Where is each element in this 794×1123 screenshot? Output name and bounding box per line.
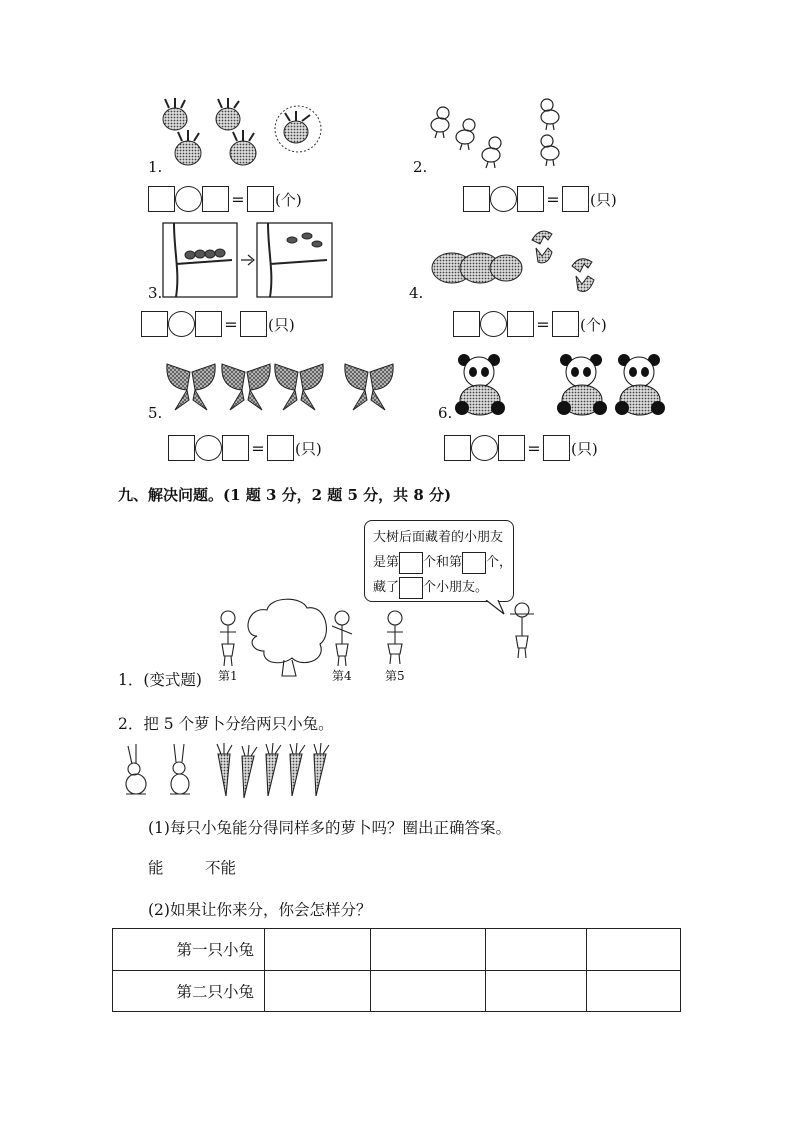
answer-box[interactable]: [552, 311, 579, 337]
table-cell[interactable]: [265, 970, 371, 1012]
problem-number: 2.: [413, 158, 428, 176]
chick-icon: [541, 99, 559, 130]
radish-icon: [175, 130, 201, 165]
child-icon: [220, 611, 236, 666]
child-icon: [510, 603, 534, 658]
option-no[interactable]: 不能: [205, 859, 237, 877]
butterfly-illustration: [165, 360, 395, 416]
eggs-illustration: [430, 226, 620, 298]
rabbits-carrots-illustration: [118, 742, 333, 800]
question-2-label: 2．把 5 个萝卜分给两只小兔。: [118, 715, 334, 733]
answer-box[interactable]: [507, 311, 534, 337]
table-cell[interactable]: [486, 929, 587, 971]
panda-icon: [455, 354, 505, 415]
radish-illustration: [155, 95, 325, 180]
unit-label: (个): [580, 315, 607, 334]
bubble-line: 是第 个和第 个，: [373, 550, 513, 575]
table-row: [113, 970, 681, 1012]
table-row: [113, 929, 681, 971]
operator-circle[interactable]: [471, 435, 498, 461]
sub-question-1: (1)每只小兔能分得同样多的萝卜吗？圈出正确答案。: [148, 819, 511, 837]
panda-icon: [615, 354, 665, 415]
equation-row: [141, 311, 295, 337]
position-label: 第1: [218, 669, 238, 683]
equation-row: [148, 186, 302, 212]
answer-box[interactable]: [517, 186, 544, 212]
cracked-egg-icon: [532, 231, 552, 263]
rabbit-icon: [126, 744, 146, 794]
table-cell[interactable]: [587, 970, 681, 1012]
answer-box[interactable]: [267, 435, 294, 461]
row-label: 第一只小兔: [113, 929, 265, 971]
answer-box[interactable]: [462, 552, 486, 574]
equals-sign: =: [224, 314, 238, 334]
egg-icon: [490, 255, 522, 281]
answer-box[interactable]: [498, 435, 525, 461]
child-icon: [387, 611, 403, 664]
carrot-icon: [266, 743, 281, 796]
radish-icon: [230, 130, 256, 165]
answer-box[interactable]: [148, 186, 175, 212]
equation-row: [168, 435, 322, 461]
equals-sign: =: [546, 189, 560, 209]
problem-number: 3.: [148, 284, 163, 302]
answer-table: [112, 928, 681, 1012]
equation-row: [444, 435, 598, 461]
children-tree-illustration: [212, 596, 552, 686]
option-yes[interactable]: 能: [148, 859, 164, 877]
butterfly-icon: [222, 364, 270, 410]
equation-row: [453, 311, 607, 337]
table-cell[interactable]: [265, 929, 371, 971]
equals-sign: =: [251, 438, 265, 458]
chick-illustration: [425, 95, 575, 175]
answer-box[interactable]: [222, 435, 249, 461]
answer-box[interactable]: [247, 186, 274, 212]
equals-sign: =: [231, 189, 245, 209]
butterfly-icon: [345, 364, 393, 410]
carrot-icon: [217, 743, 232, 796]
equation-row: [463, 186, 617, 212]
problem-number: 4.: [409, 284, 424, 302]
rabbit-icon: [170, 744, 190, 794]
answer-box[interactable]: [543, 435, 570, 461]
unit-label: (只): [571, 439, 598, 458]
panda-icon: [557, 354, 607, 415]
answer-box[interactable]: [195, 311, 222, 337]
chick-icon: [431, 107, 449, 138]
chick-icon: [456, 119, 475, 150]
problem-number: 1.: [148, 158, 163, 176]
radish-icon: [216, 98, 240, 130]
panda-illustration: [452, 352, 672, 418]
bubble-line: 大树后面藏着的小朋友: [373, 530, 504, 545]
operator-circle[interactable]: [490, 186, 517, 212]
butterfly-icon: [275, 364, 323, 410]
operator-circle[interactable]: [168, 311, 195, 337]
position-label: 第4: [332, 669, 352, 683]
answer-box[interactable]: [240, 311, 267, 337]
sub-question-2: (2)如果让你来分，你会怎样分？: [148, 901, 372, 919]
tree-icon: [248, 599, 326, 676]
row-label: 第二只小兔: [113, 970, 265, 1012]
speech-bubble: [364, 520, 514, 602]
table-cell[interactable]: [371, 929, 486, 971]
answer-box[interactable]: [168, 435, 195, 461]
unit-label: (只): [590, 190, 617, 209]
unit-label: (个): [275, 190, 302, 209]
answer-box[interactable]: [202, 186, 229, 212]
chick-icon: [541, 135, 559, 166]
equals-sign: =: [527, 438, 541, 458]
position-label: 第5: [385, 669, 405, 683]
chick-icon: [482, 137, 501, 168]
child-icon: [332, 611, 352, 666]
carrot-icon: [290, 743, 305, 796]
butterfly-icon: [167, 364, 215, 410]
radish-icon: [284, 111, 310, 143]
answer-box[interactable]: [453, 311, 480, 337]
answer-box[interactable]: [399, 552, 423, 574]
radish-icon: [163, 98, 187, 130]
problem-number: 5.: [148, 404, 163, 422]
table-cell[interactable]: [371, 970, 486, 1012]
operator-circle[interactable]: [175, 186, 202, 212]
table-cell[interactable]: [587, 929, 681, 971]
unit-label: (只): [268, 315, 295, 334]
carrot-icon: [314, 743, 329, 796]
equals-sign: =: [536, 314, 550, 334]
bubble-line: 藏了 个小朋友。: [373, 575, 513, 600]
answer-box[interactable]: [562, 186, 589, 212]
answer-box[interactable]: [141, 311, 168, 337]
birds-branch-illustration: [162, 222, 348, 300]
problem-number: 6.: [438, 404, 453, 422]
operator-circle[interactable]: [480, 311, 507, 337]
carrot-icon: [242, 745, 257, 798]
operator-circle[interactable]: [195, 435, 222, 461]
section-title: 九、解决问题。(1 题 3 分，2 题 5 分，共 8 分): [118, 486, 452, 504]
table-cell[interactable]: [486, 970, 587, 1012]
answer-box[interactable]: [463, 186, 490, 212]
answer-box[interactable]: [444, 435, 471, 461]
unit-label: (只): [295, 439, 322, 458]
question-1-label: 1．(变式题): [118, 671, 202, 689]
cracked-egg-icon: [572, 259, 594, 292]
